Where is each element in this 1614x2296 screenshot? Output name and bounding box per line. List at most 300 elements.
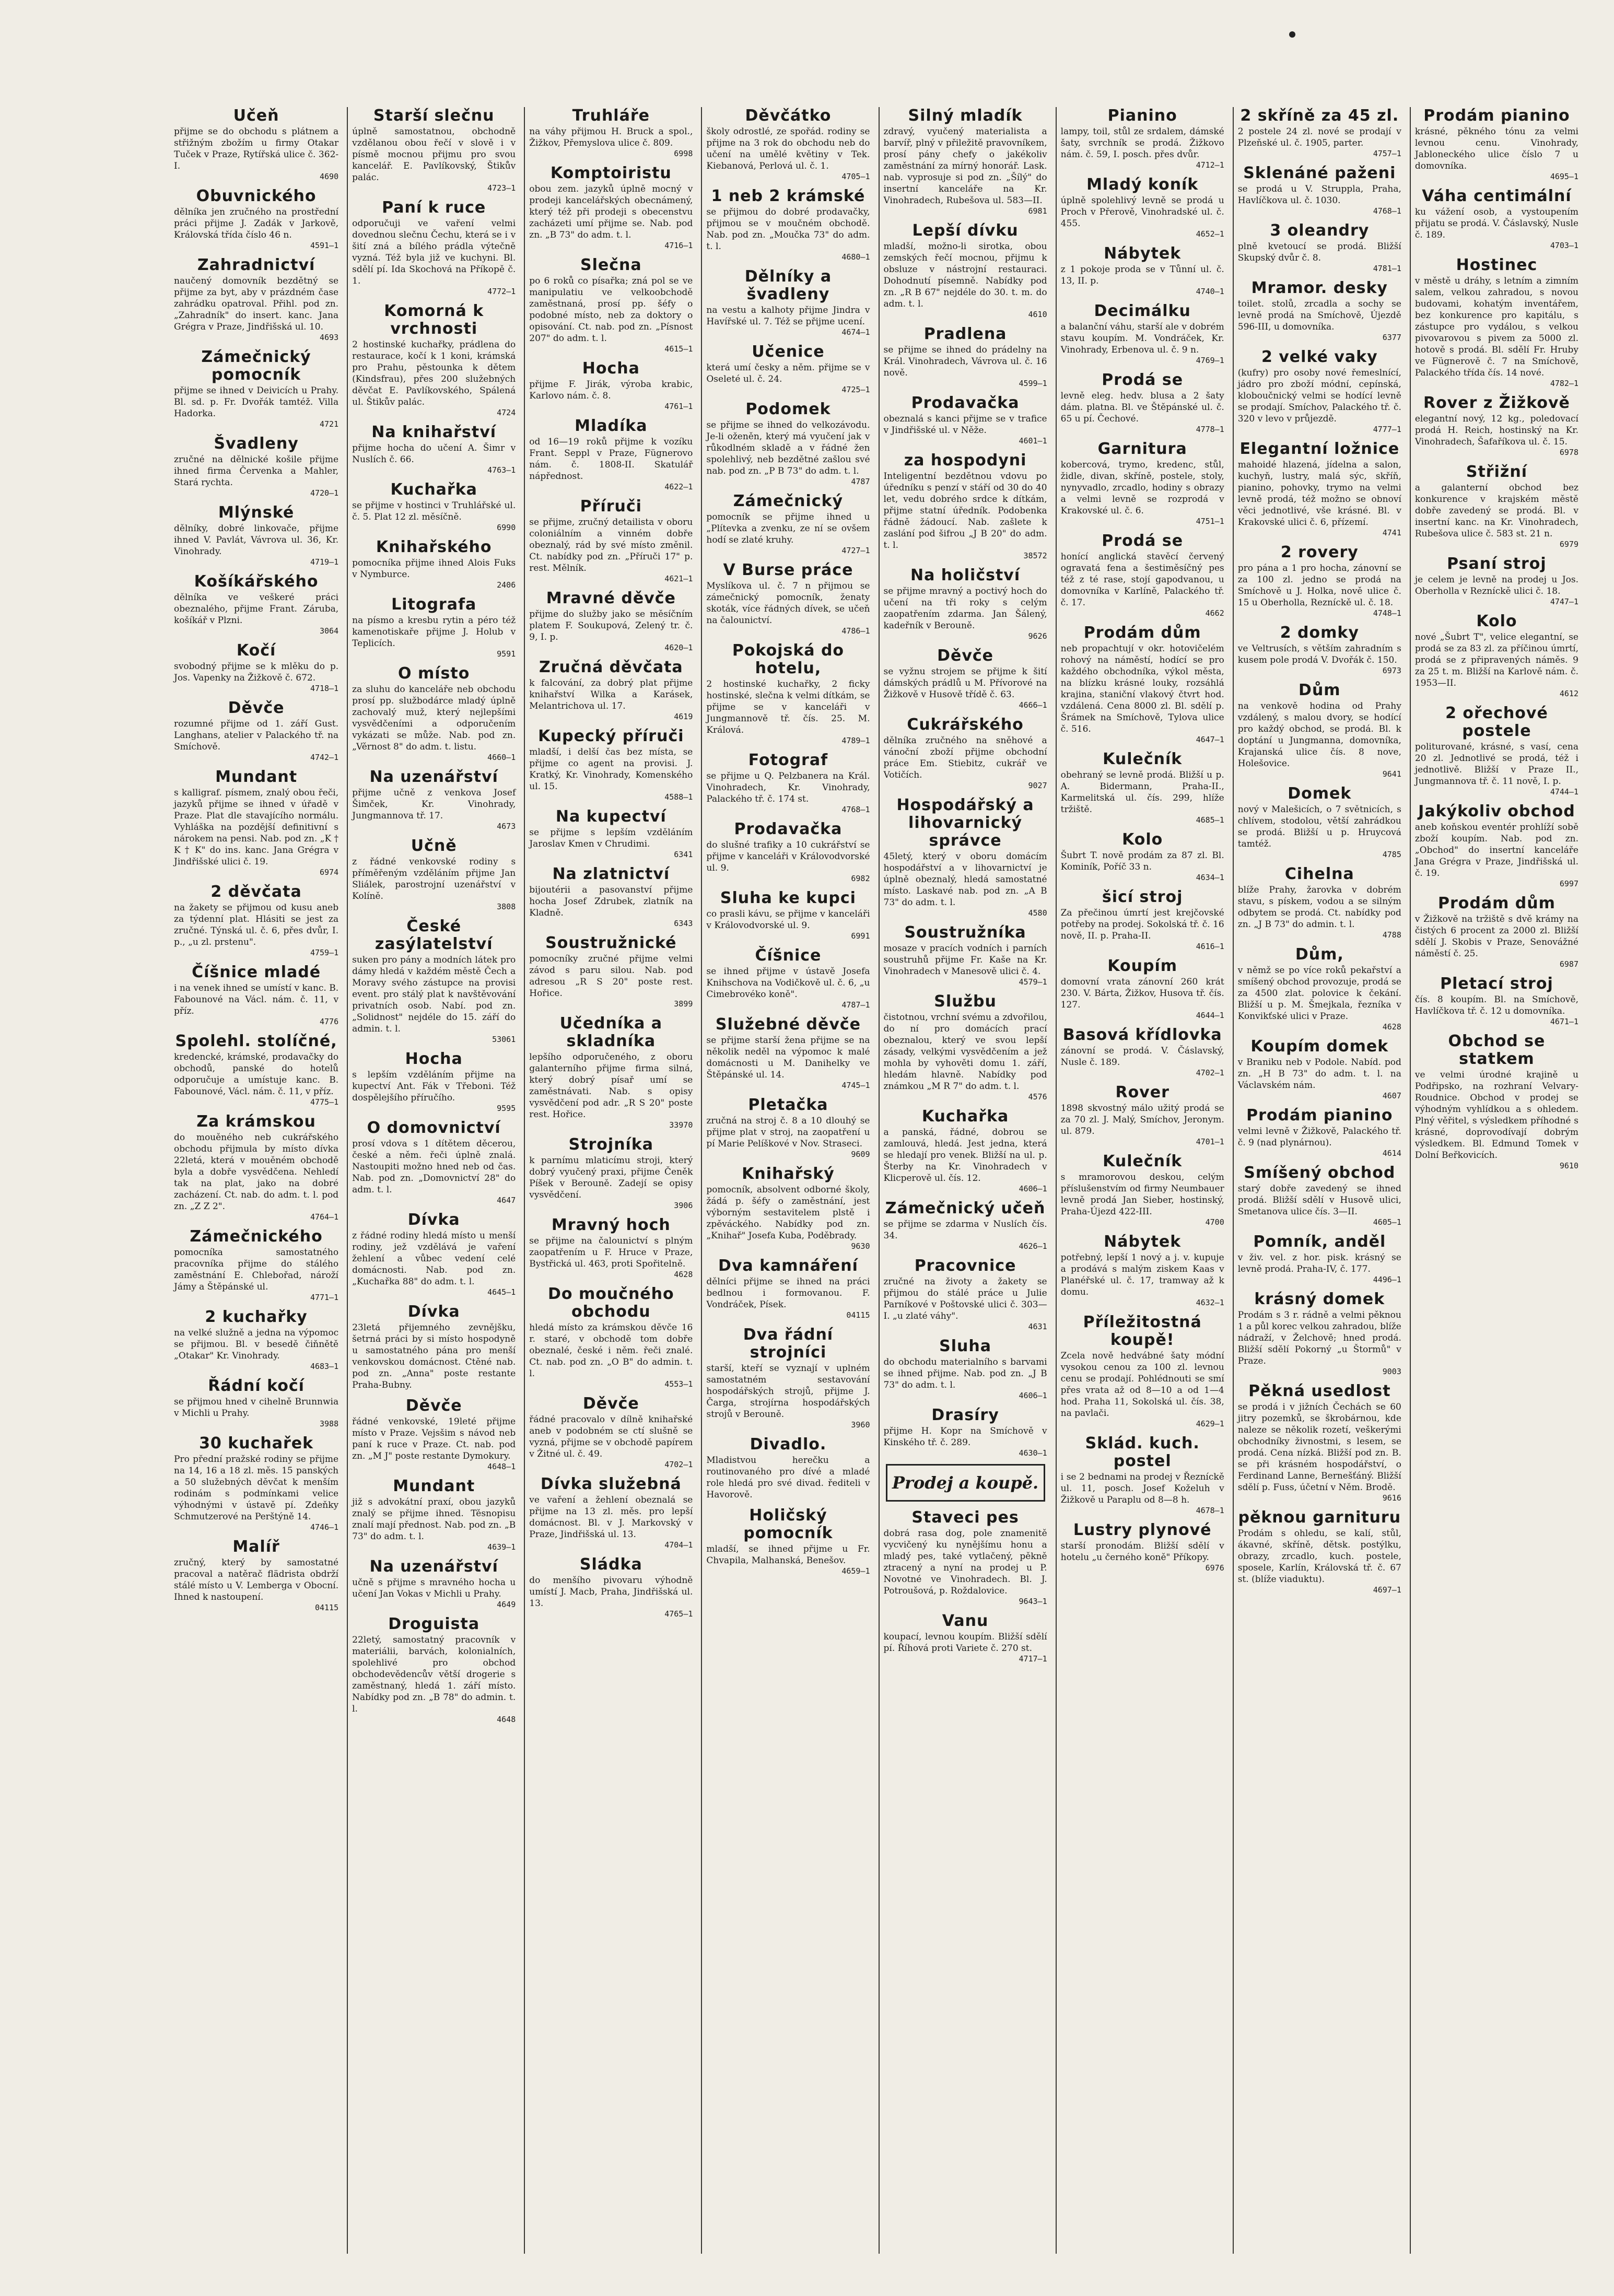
ad-heading: Mladíka: [575, 417, 648, 435]
classified-ad: [352, 538, 516, 590]
classified-ad: [352, 596, 516, 659]
classified-ad: [352, 1119, 516, 1205]
classified-ad: [1061, 245, 1224, 296]
page-mark: [1289, 31, 1295, 38]
ad-heading: Učně: [411, 837, 457, 855]
classified-ad: [706, 1165, 870, 1251]
ad-number: 4761—1: [664, 402, 693, 411]
ad-number: 9610: [1559, 1161, 1578, 1170]
classified-ad: [706, 1436, 870, 1501]
ad-body: dělníka jen zručného na prostřední práci přijme J. Zadák v Jarkově, Královská třída číslo 46 n.: [174, 207, 339, 240]
classified-ad: [174, 768, 338, 877]
ad-body: přijme F. Jirák, výroba krabic, Karlovo nám. č. 8.: [529, 379, 693, 401]
classified-ad: [1061, 1435, 1224, 1515]
ad-body: pomocníka přijme ihned Alois Fuks v Nymburce.: [352, 558, 516, 580]
ad-body: se přijme, zručný detailista v oboru coloniálním a vinném dobře obeznalý, rád by své místo změnil. Ct. nabídky pod zn. „Příruči 17" p. rest. Mělník.: [529, 517, 693, 573]
ad-number: 4727—1: [841, 546, 870, 555]
ad-body: Prodám s ohledu, se kalí, stůl, ákavné, skříně, dětsk. postýlku, obrazy, zrcadlo, kuch. postele, sposele, Karlín, Královská tř. č. 67 st. (blíže viaduktu).: [1237, 1528, 1401, 1585]
classified-ad: [529, 865, 693, 928]
ad-heading: Prodám pianino: [1423, 107, 1570, 125]
ad-heading: Číšnice: [755, 946, 822, 965]
ad-body: 2 hostinské kuchařky, prádlena do restaurace, kočí k 1 koni, krámská pro Prahu, pěstounka k dětem (Kindsfrau), přes 200 služebných děvčat E. Pavlíkovského, Spálená ul. Štikův palác.: [352, 339, 516, 407]
ad-heading: Mladý koník: [1086, 175, 1199, 194]
ad-heading: Garnitura: [1097, 440, 1187, 458]
ad-body: se přijme na čalounictví s plným zaopatřením u F. Hruce v Praze, Bystřická ul. 463, proti Spořitelně.: [529, 1236, 693, 1269]
classified-ad: [529, 1136, 693, 1210]
ad-body: a balanční váhu, starší ale v dobrém stavu koupím. M. Vondráček, Kr. Vinohrady, Erbenova ul. č. 9 n.: [1060, 322, 1224, 355]
ad-body: 22letý, samostatný pracovník v materiálii, barvách, kolonialních, spolehlivé pro obchod obchodevědencův větší drogerie s zaměstnaný, hledá 1. září místo. Nabídky pod zn. „B 78" do admin. t. l.: [352, 1635, 516, 1714]
classified-ad: [1415, 394, 1578, 457]
classified-ad: [884, 1108, 1047, 1193]
ad-heading: Mravné děvče: [546, 589, 676, 607]
ad-heading: Děvče: [937, 647, 994, 665]
classified-ad: [174, 883, 338, 957]
ad-heading: Slečna: [580, 256, 642, 274]
classified-ad: [706, 1096, 870, 1159]
ad-body: úplně spolehlivý levně se prodá u Proch v Přerově, Vinohradské ul. č. 455.: [1060, 195, 1224, 229]
ad-body: nový v Malešicích, o 7 světnicích, s chlívem, stodolou, větší zahrádkou se prodá. Bližší u p. Hruycová tamtéž.: [1237, 804, 1401, 849]
ad-number: 4720—1: [310, 488, 339, 498]
classified-ad: [529, 590, 693, 652]
ad-number: 4591—1: [310, 241, 339, 250]
ad-heading: Košíkářského: [194, 572, 319, 591]
ad-body: mladší, možno-li sirotka, obou zemských řečí mocnou, přijmu k obsluze v nástrojní restauraci. Dohodnutí písemně. Nabídky pod zn. „R B 67" nejdéle do 30. t. m. do adm. t. l.: [883, 241, 1047, 309]
classified-ad: [1238, 682, 1401, 779]
ad-body: v němž se po více roků pekařství a smíšený obchod provozuje, prodá se za 4500 zlat. polovice k čekání. Bližší u p. M. Šmejkala, řezníka v Konvikťské ulici v Praze.: [1237, 965, 1401, 1022]
ad-body: s mramorovou deskou, celým příslušenstvím od firmy Neumbauer levně prodá Jan Sieber, hostinský, Praha-Újezd 422-III.: [1060, 1172, 1224, 1217]
ad-heading: Kupecký příruči: [538, 727, 684, 745]
ad-heading: Na uzenářství: [369, 768, 498, 786]
ad-heading: Pěkná usedlost: [1248, 1382, 1391, 1400]
ad-body: s lepším vzděláním přijme na kupectví Ant. Fák v Třeboni. Též dospělejšího příručího.: [352, 1070, 516, 1103]
ad-number: 4740—1: [1196, 287, 1224, 296]
ad-number: 4697—1: [1373, 1585, 1401, 1595]
ad-number: 4746—1: [310, 1522, 339, 1532]
classified-ad: [706, 821, 870, 883]
classified-ad: [884, 993, 1047, 1102]
ad-number: 4647—1: [1196, 735, 1224, 744]
ad-heading: Sluha ke kupci: [720, 889, 856, 907]
ad-number: 4775—1: [310, 1097, 339, 1107]
ad-heading: Děvče: [405, 1397, 462, 1415]
ad-heading: Cukrářského: [907, 716, 1024, 734]
ad-body: blíže Prahy, žarovka v dobrém stavu, s pískem, vodou a se silným odbytem se prodá. Ct. nabídky pod zn. „J B 73" do admin. t. l.: [1237, 885, 1401, 930]
ad-body: pomocníky zručné přijme velmi závod s paru silou. Nab. pod adresou „R S 20" poste rest. Hořice.: [529, 954, 693, 999]
ad-number: 4648: [497, 1715, 516, 1724]
ad-number: 4777—1: [1373, 425, 1401, 434]
classified-ad: [1238, 279, 1401, 342]
ad-heading: Prodá se: [1102, 371, 1184, 389]
ad-number: 4662: [1205, 608, 1224, 618]
classified-ad: [1415, 613, 1578, 698]
ad-heading: Za krámskou: [196, 1112, 316, 1131]
ad-number: 4721: [320, 419, 339, 429]
ad-body: starý dobře zavedený se ihned prodá. Bližší sdělí v Husově ulici, Smetanova ulice čís. 3—II.: [1237, 1184, 1401, 1217]
classified-ad: [706, 889, 870, 941]
ad-body: se přijmou hned v cihelně Brunnwia v Michli u Prahy.: [174, 1397, 339, 1419]
ad-heading: Dva řádní strojníci: [743, 1326, 834, 1362]
ad-heading: Decimálku: [1094, 302, 1191, 320]
ad-body: lampy, toil, stůl ze srdalem, dámské šaty, svrchník se prodá. Žižkovo nám. č. 59, I. posch. přes dvůr.: [1060, 126, 1224, 160]
classified-ad: [529, 808, 693, 859]
ad-body: zručné na životy a žakety se přijmou do stálé práce u Julie Parníkové v Poštovské ulici č. 303—I. „u zlaté váhy".: [883, 1276, 1047, 1321]
ad-heading: Basová křídlovka: [1062, 1026, 1222, 1044]
ad-number: 9641: [1382, 769, 1401, 779]
ad-number: 3064: [320, 626, 339, 636]
ad-body: starší, kteří se vyznají v uplném samostatném sestavování hospodářských strojů, přijme J. Čarga, strojírna hospodářských strojů v Berouně.: [706, 1363, 870, 1420]
ad-heading: Rover z Žižkově: [1423, 394, 1570, 412]
ad-heading: Zámečnický: [733, 492, 844, 510]
ad-body: dělníci přijme se ihned na práci bedlnou i formovanou. F. Vondráček, Písek.: [706, 1276, 870, 1310]
ad-number: 9609: [851, 1150, 870, 1159]
ad-body: školy odrostlé, ze spořád. rodiny se přijme na 3 rok do obchodu neb do učení na umělé květiny v Tek. Kiebanová, Perlová ul. č. 1.: [706, 126, 870, 171]
classified-ad: [1238, 1383, 1401, 1503]
classified-ad: [1061, 107, 1224, 170]
ad-number: 4771—1: [310, 1293, 339, 1302]
ad-number: 4717—1: [1019, 1654, 1047, 1664]
ad-number: 4614: [1382, 1149, 1401, 1158]
ad-heading: Nábytek: [1104, 244, 1182, 263]
classified-ad: [352, 1558, 516, 1609]
ad-number: 4678—1: [1196, 1506, 1224, 1515]
ad-body: pomocník, absolvent odborné školy, žádá p. šéfy o zaměstnání, jest výborným sestavitelem plstě i zpěváckého. Nabídky pod zn. „Knihař" Josefa Kuba, Poděbrady.: [706, 1185, 870, 1241]
ad-number: 4630—1: [1019, 1448, 1047, 1458]
ad-body: se přijme v hostinci v Truhlářské ul. č. 5. Plat 12 zl. měsíčně.: [352, 500, 516, 522]
classified-ad: [884, 1200, 1047, 1251]
ad-body: z 1 pokoje proda se v Tůnní ul. č. 13, II. p.: [1060, 264, 1224, 286]
ad-body: čistotnou, vrchní svému a zdvořilou, do ní pro domácích prací obeznalou, který ve svou lepší zásady, velkými vysvědčením a jež mohla by vyhověti domu 1. září, hledám hlavně. Nabídky pod známkou „M R 7" do adm. t. l.: [883, 1012, 1047, 1092]
ad-number: 4652—1: [1196, 229, 1224, 239]
ad-heading: Kočí: [236, 641, 276, 660]
ad-number: 4647: [497, 1196, 516, 1205]
ad-number: 6973: [1382, 666, 1401, 675]
ad-number: 4759—1: [310, 948, 339, 957]
ad-body: v Braniku neb v Podole. Nabíd. pod zn. „H B 73" do adm. t. l. na Václavském nám.: [1237, 1057, 1401, 1091]
ad-body: elegantní nový, 12 kg., poledovací prodá H. Reich, hostinský na Kr. Vinohradech, Šafaříkova ul. č. 15.: [1414, 414, 1578, 447]
ad-heading: 2 ořechové postele: [1445, 704, 1548, 740]
ad-heading: Kolo: [1476, 612, 1517, 630]
ad-heading: Mramor. desky: [1251, 279, 1388, 297]
ad-number: 4712—1: [1196, 160, 1224, 170]
ad-heading: Psaní stroj: [1447, 555, 1547, 573]
classified-ad: [884, 1509, 1047, 1606]
classified-ad: [1061, 1153, 1224, 1227]
ad-heading: Komorná k vrchnosti: [384, 302, 484, 338]
ad-number: 6998: [674, 149, 693, 158]
ad-body: starší pronodám. Bližší sdělí v hotelu „u černého koně" Příkopy.: [1060, 1541, 1224, 1563]
ad-body: a panská, řádné, dobrou se zamlouvá, hledá. Jest jedna, která se hledají pro venek. Bližší na ul. p. Šterby na Kr. Vinohradech v Klicperově ul. čís. 12.: [883, 1127, 1047, 1184]
newspaper-column: [1233, 107, 1406, 2254]
ad-heading: Prodá se: [1102, 532, 1184, 550]
ad-number: 4701—1: [1196, 1137, 1224, 1146]
ad-heading: Obchod se statkem: [1448, 1032, 1546, 1068]
ad-body: již s advokátní praxí, obou jazyků znalý se přijme ihned. Těsnopisu znalí mají přednost. Nab. pod zn. „B 73" do adm. t. l.: [352, 1497, 516, 1542]
ad-body: i na venek ihned se umístí v kanc. B. Fabounové na Václ. nám. č. 11, v příz.: [174, 983, 339, 1016]
classified-ad: [352, 768, 516, 831]
classified-ad: [706, 561, 870, 636]
ad-number: 4741: [1382, 528, 1401, 537]
ad-body: suken pro pány a modních látek pro dámy hledá v každém městě Čech a Moravy svého zástupce na provisi event. pro stálý plat k navštěvování privatních osob. Nabí. pod zn. „Solidnost" nejdéle do 15. září do admin. t. l.: [352, 955, 516, 1034]
ad-body: pro pána a 1 pro hocha, zánovní se za 100 zl. jedno se prodá na Smíchově u J. Holka, nově ulice č. 15 u Oberholla, Rezníckě ul. č. 18.: [1237, 563, 1401, 608]
ad-number: 4606—1: [1019, 1391, 1047, 1400]
classified-ad: [1415, 107, 1578, 181]
ad-heading: Na zlatnictví: [552, 865, 670, 883]
ad-number: 6976: [1205, 1563, 1224, 1573]
ad-heading: 2 rovery: [1280, 543, 1359, 561]
ad-body: rozumné přijme od 1. září Gust. Langhans, atelier v Palackého tř. na Smíchově.: [174, 719, 339, 752]
ad-body: od 16—19 roků přijme k vozíku Frant. Seppl v Praze, Fügnerovo nám. č. 1808-II. Skatulář nápřednost.: [529, 437, 693, 482]
ad-number: 6974: [320, 868, 339, 877]
ad-body: Pro přední pražské rodiny se přijme na 14, 16 a 18 zl. měs. 15 panských a 50 služebných děvčat k menším rodinám s podmínkami velice výhodnými v ústavě pí. Zdeňky Schmutzerové na Perštýně 14.: [174, 1454, 339, 1522]
ad-heading: Silný mladík: [908, 107, 1023, 125]
classified-ad: [174, 504, 338, 567]
ad-body: mladší, i delší čas bez místa, se přijme co agent na provisi. J. Kratký, Kr. Vinohrady, Komenského ul. 15.: [529, 747, 693, 792]
classified-ad: [529, 1395, 693, 1469]
classified-ad: [174, 107, 338, 181]
classified-ad: [352, 481, 516, 532]
ad-heading: Kolo: [1122, 830, 1163, 849]
ad-number: 6997: [1559, 879, 1578, 888]
ad-body: s kalligraf. písmem, znalý obou řeči, jazyků přijme se ihned v úřadě v Praze. Plat dle stavajícího normálu. Vyhláška na pozdější definitivní s nárokem na pensi. Nab. pod zn. „K † K † K" do ins. kanc. Jana Grégra v Jindřišské ulici č. 19.: [174, 788, 339, 867]
classified-ad: [1415, 188, 1578, 250]
ad-number: 4605—1: [1373, 1217, 1401, 1227]
ad-heading: Nábytek: [1104, 1233, 1182, 1251]
ad-number: 6987: [1559, 959, 1578, 969]
ad-number: 4702—1: [1196, 1068, 1224, 1077]
classified-ad: [352, 1478, 516, 1552]
ad-number: 6978: [1559, 448, 1578, 457]
ad-number: 3960: [851, 1420, 870, 1430]
ad-body: potřebný, lepší 1 nový a j. v. kupuje a prodává s malým ziskem Kaas v Planéřské ul. č. 17, tramway až k domu.: [1060, 1252, 1224, 1297]
ad-body: se ihned přijme v ústavě Josefa Knihschova na Vodičkově ul. č. 6, „u Cimebrovéko koně".: [706, 966, 870, 1000]
ad-heading: Hostinec: [1456, 256, 1538, 274]
ad-body: do obchodu materialního s barvami se ihned přijme. Nab. pod zn. „J B 73" do adm. t. l.: [883, 1357, 1047, 1390]
ad-heading: Pletačka: [748, 1096, 828, 1114]
classified-ad: [174, 1308, 338, 1371]
ad-body: Zcela nově hedvábné šaty módní vysokou cenou za 100 zl. levnou cenu se prodají. Pohlédnouti se smí přes vrata až od 8—10 a od 1—4 hod. Praha 11, Sokolská ul. čís. 38, na pavlači.: [1060, 1351, 1224, 1419]
ad-heading: 2 děvčata: [210, 883, 302, 901]
ad-number: 4673: [497, 822, 516, 831]
ad-heading: za hospodyni: [904, 451, 1027, 470]
ad-number: 4718—1: [310, 684, 339, 693]
ad-number: 4660—1: [487, 753, 516, 762]
ad-body: se přijme u Q. Pelzbanera na Král. Vinohradech, Kr. Vinohrady, Palackého tř. č. 174 st.: [706, 771, 870, 804]
ad-number: 4634—1: [1196, 873, 1224, 882]
ad-heading: Učedníka a skladníka: [559, 1014, 663, 1050]
ad-body: přijme se ihned v Deivicích u Prahy. Bl. sd. p. Fr. Dvořák tamtéž. Villa Hadorka.: [174, 385, 339, 419]
ad-number: 2406: [497, 580, 516, 590]
classified-ad: [1061, 532, 1224, 618]
ad-heading: Domek: [1288, 784, 1352, 803]
ad-number: 3988: [320, 1419, 339, 1428]
ad-number: 4764—1: [310, 1212, 339, 1222]
ad-body: co prasli kávu, se přijme v kanceláři v Královodvorské ul. 9.: [706, 909, 870, 931]
classified-ad: [1061, 302, 1224, 365]
ad-body: na váhy přijmou H. Bruck a spol., Žižkov, Přemyslova ulice č. 809.: [529, 126, 693, 148]
ad-heading: krásný domek: [1254, 1290, 1385, 1308]
ad-heading: 30 kuchařek: [199, 1434, 314, 1452]
ad-number: 4580: [1028, 908, 1047, 918]
classified-ad: [1061, 751, 1224, 825]
ad-body: z řádné rodiny hledá místo u menší rodiny, jež vzdělává je vaření žehlení a vůbec vedení celé domácnosti. Nab. pod zn. „Kuchařka 88" do adm. t. l.: [352, 1231, 516, 1287]
ad-number: 4785: [1382, 850, 1401, 859]
ad-heading: Pianino: [1107, 107, 1177, 125]
classified-ad: [706, 1326, 870, 1430]
classified-ad: [706, 1507, 870, 1576]
classified-ad: [884, 394, 1047, 446]
classified-ad: [529, 417, 693, 491]
classified-ad: [1061, 1314, 1224, 1428]
ad-body: dělníky, dobré linkovače, přijme ihned V. Pavlát, Vávrova ul. 36, Kr. Vinohrady.: [174, 523, 339, 557]
ad-heading: Koupím: [1107, 957, 1178, 975]
classified-ad: [1238, 440, 1401, 537]
ad-heading: Služebné děvče: [715, 1015, 861, 1034]
ad-number: 4757—1: [1373, 149, 1401, 158]
ad-heading: Číšnice mladé: [192, 963, 321, 981]
ad-number: 9643—1: [1019, 1597, 1047, 1606]
ad-heading: Droguista: [388, 1615, 480, 1633]
ad-number: 4671—1: [1550, 1017, 1578, 1026]
ad-number: 4744—1: [1550, 787, 1578, 796]
ad-body: na velké služně a jedna na výpomoc se přijmou. Bl. v besedě čiňnětě „Otakar" Kr. Vinohrady.: [174, 1328, 339, 1361]
classified-ad: [1238, 544, 1401, 618]
ad-heading: Dívka: [407, 1303, 460, 1321]
ad-heading: Váha centimální: [1422, 187, 1572, 205]
ad-number: 4629—1: [1196, 1419, 1224, 1428]
ad-heading: Příležitostná koupě!: [1083, 1313, 1202, 1349]
classified-ad: [352, 302, 516, 417]
ad-body: přijme učně z venkova Josef Šimček, Kr. Vinohrady, Jungmannova tř. 17.: [352, 788, 516, 821]
ad-number: 4606—1: [1019, 1184, 1047, 1193]
classified-ad: [174, 573, 338, 636]
ad-heading: Do moučného obchodu: [547, 1285, 674, 1321]
classified-ad: [1238, 165, 1401, 216]
ad-heading: Mundant: [393, 1477, 475, 1495]
ad-number: 6990: [497, 523, 516, 532]
ad-heading: Paní k ruce: [382, 198, 486, 217]
ad-body: dělníka zručného na sněhové a vánoční zboží přijme obchodní práce Em. Stiebitz, cukrář ve Votičích.: [883, 735, 1047, 780]
classified-ad: [352, 665, 516, 762]
ad-body: politurované, krásné, s vasí, cena 20 zl. Jednotlivé se prodá, též i jednotlivě. Bližší v Praze II., Jungmannova tř. č. 11 nově, I. p.: [1414, 742, 1578, 787]
ad-body: do mouěného neb cukrářského obchodu přijmula by místo dívka 22letá, která v mouěném obchodě byla a dobře vysvědčena. Nehledí tak na plat, jako na dobré zacházení. Ct. nab. do adm. t. l. pod zn. „Z Z 2".: [174, 1132, 339, 1212]
classified-ad: [884, 647, 1047, 710]
ad-body: se přijme mravný a poctivý hoch do učení na tři roky s celým zaopatřením zdarma. Jan Šálený, kadeřník v Berouně.: [883, 586, 1047, 631]
ad-number: 4631: [1028, 1322, 1047, 1331]
ad-heading: Dívka služebná: [540, 1475, 682, 1493]
ad-number: 4781—1: [1373, 264, 1401, 273]
ad-heading: Děvče: [228, 699, 285, 717]
ad-number: 4786—1: [841, 626, 870, 636]
ad-body: (kufry) pro osoby nové řemeslnící, jádro pro zboží módní, cepínská, kloboučnický velmi se hodící levně se prodají. Smíchov, Palackého tř. č. 320 v levo v průjezdě.: [1237, 368, 1401, 424]
ad-heading: O domovnictví: [367, 1119, 501, 1137]
classified-ad: [706, 401, 870, 486]
classified-ad: [529, 498, 693, 583]
ad-body: do slušné trafiky a 10 cukrářství se přijme v kanceláři v Královodvorské ul. 9.: [706, 840, 870, 873]
ad-body: mosaze v pracích vodních i parních soustruhů přijme Fr. Kaše na Kr. Vinohradech v Manesově ulici č. 4.: [883, 943, 1047, 977]
ad-number: 4693: [320, 333, 339, 342]
classified-ad: [884, 107, 1047, 216]
ad-heading: 2 skříně za 45 zl.: [1240, 107, 1399, 125]
ad-body: i se 2 bednami na prodej v Řezníckě ul. 11, posch. Josef Koželuh v Žižkově u Paraplu od 8—8 h.: [1060, 1472, 1224, 1505]
classified-ad: [174, 1435, 338, 1532]
ad-number: 4553—1: [664, 1379, 693, 1389]
ad-body: se přijmou do dobré prodavačky, přijmou se v moučném obchodě. Nab. pod zn. „Moučka 73" do adm. t. l.: [706, 207, 870, 252]
ad-number: 6377: [1382, 333, 1401, 342]
ad-heading: Starší slečnu: [373, 107, 495, 125]
ad-heading: Knihařského: [376, 538, 492, 556]
ad-heading: Dva kamnáření: [718, 1257, 858, 1275]
classified-ad: [174, 1377, 338, 1428]
ad-heading: Na kupectví: [555, 807, 666, 826]
classified-ad: [1415, 256, 1578, 388]
ad-heading: Děvčátko: [745, 107, 832, 125]
ad-heading: Soustružnické: [545, 934, 677, 952]
ad-body: zdravý, vyučený materialista a barvíř, plný v přiležitě pravovníkem, prosí pány chefy o jakékoliv zaměstnání za mírný honorář. Lask. nab. vyprosuje si pod zn. „Šílý" do insertní kanceláře na Kr. Vinohradech, Rubešova ul. 583—II.: [883, 126, 1047, 206]
ad-body: plně kvetoucí se prodá. Bližší Skupský dvůr č. 8.: [1237, 241, 1401, 263]
ad-heading: Dům: [1299, 681, 1341, 699]
classified-ad: [352, 1050, 516, 1113]
ad-body: v městě u dráhy, s letním a zimním salem, velkou zahradou, s novou budovami, kohatým inventářem, bez konkurence pro kapitálu, s zástupce pro vydálou, s velkou pivovarovou s pivem za 5000 zl. hotově s prodá. Bl. sdělí Fr. Hruby ve Fügnerově č. 7 na Smíchově, Palackého třída čís. 14 nové.: [1414, 276, 1578, 378]
ad-number: 4649: [497, 1600, 516, 1609]
classified-ad: [884, 1338, 1047, 1400]
newspaper-column: [524, 107, 697, 2254]
classified-ad: [1061, 1233, 1224, 1307]
ad-number: 4648—1: [487, 1462, 516, 1471]
ad-heading: Malíř: [232, 1538, 280, 1556]
ad-heading: Mundant: [215, 768, 298, 786]
ad-body: na vestu a kalhoty přijme Jindra v Havířské ul. 7. Též se přijme ucení.: [706, 305, 870, 327]
ad-number: 4690: [320, 172, 339, 181]
ad-body: domovní vrata zánovní 260 krát 230. V. Bárta, Žižkov, Husova tř. čís. 127.: [1060, 977, 1224, 1010]
ad-number: 3808: [497, 902, 516, 911]
ad-body: Šubrt T. nově prodám za 87 zl. Bl. Kominík, Poříč 33 n.: [1060, 850, 1224, 872]
ad-heading: V Burse práce: [723, 561, 853, 579]
newspaper-column: [1056, 107, 1229, 2254]
ad-body: se přijme se zdarma v Nuslích čís. 34.: [883, 1219, 1047, 1241]
ad-heading: Zámečnický pomocník: [201, 348, 311, 384]
classified-ad: [174, 348, 338, 429]
classified-ad: [706, 642, 870, 745]
ad-number: 4612: [1559, 689, 1578, 698]
ad-body: k parnímu mlaticímu stroji, který dobrý vyučený praxi, přijme Čeněk Píšek v Berouně. Zadejí se opisy vysvědčení.: [529, 1155, 693, 1200]
classified-ad: [1415, 803, 1578, 888]
classified-ad: [884, 325, 1047, 388]
ad-heading: Prodavačka: [911, 394, 1020, 412]
ad-number: 4576: [1028, 1092, 1047, 1102]
ad-body: pomocníka samostatného pracovníka přijme do stálého zaměstnání E. Chlebořad, nároží Jámy a Štěpánské ul.: [174, 1247, 339, 1292]
ad-heading: Pokojská do hotelu,: [732, 641, 845, 677]
ad-heading: Cihelna: [1284, 865, 1354, 883]
ad-number: 4789—1: [841, 736, 870, 745]
ad-body: se prodá u V. Struppla, Praha, Havlíčkova ul. č. 1030.: [1237, 184, 1401, 206]
ad-body: se přijme starší žena přijme se na několik neděl na výpomoc k malé domácnosti u M. Danihelky ve Štěpánské ul. 14.: [706, 1035, 870, 1080]
ad-number: 38572: [1023, 551, 1047, 560]
ad-number: 4747—1: [1550, 597, 1578, 606]
ad-heading: Staveci pes: [911, 1508, 1019, 1527]
classified-ad: [352, 1397, 516, 1471]
ad-number: 4716—1: [664, 241, 693, 250]
ad-heading: Pradlena: [923, 325, 1007, 343]
ad-number: 6343: [674, 919, 693, 928]
ad-number: 9616: [1382, 1493, 1401, 1503]
ad-heading: Spolehl. stolíčné,: [175, 1032, 337, 1050]
ad-heading: pěknou garnituru: [1238, 1508, 1401, 1527]
ad-number: 04115: [314, 1603, 339, 1612]
classified-ad: [352, 199, 516, 296]
ad-heading: Dům,: [1295, 945, 1344, 964]
ad-heading: Švadleny: [214, 435, 299, 453]
newspaper-column: [1410, 107, 1583, 2254]
